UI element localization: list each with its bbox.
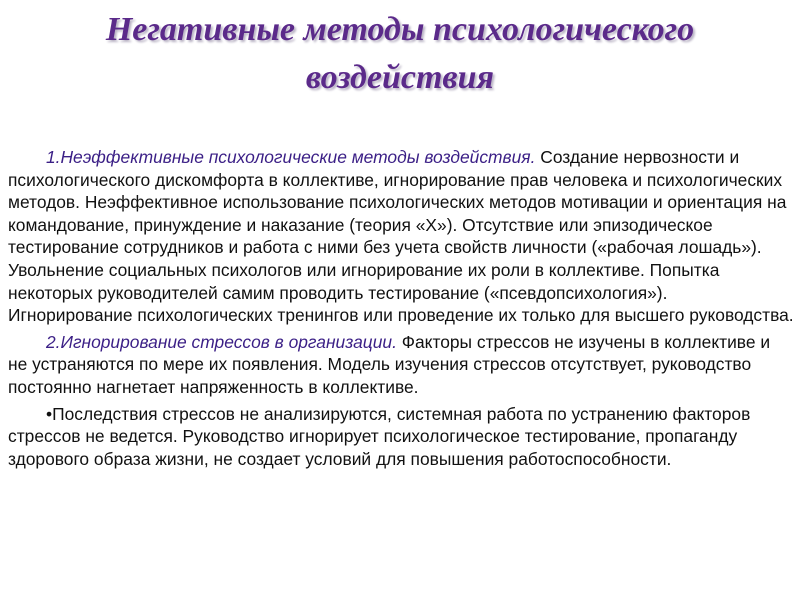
paragraph-2-text: Факторы стрессов не изучены в коллективе и не устраняются по мере их появления. Модель изучения стрессов отсутствует, руководство постоянно нагнетает напряженность в коллективе.	[8, 331, 771, 397]
slide-body	[8, 146, 794, 470]
paragraph-2-heading: 2.Игнорирование стрессов в организации.	[46, 331, 397, 352]
paragraph-1-text: Создание нервозности и психологического дискомфорта в коллективе, игнорирование прав человека и психологических методов. Неэффективное использование психологических методов мотивации и ориентация на командование, принуждение и наказание (теория «X»). Отсутствие или эпизодическое тестирование сотрудников и работа с ними без учета свойств личности («рабочая лошадь»). Увольнение социальных психологов или игнорирование их роли в коллективе. Попытка некоторых руководителей самим проводить тестирование («псевдопсихология»). Игнорирование психологических тренингов или проведение их только для высшего руководства.	[8, 147, 794, 326]
bullet-text: Последствия стрессов не анализируются, системная работа по устранению факторов стрессов не ведется. Руководство игнорирует психологическое тестирование, пропаганду здорового образа жизни, не создает условий для повышения работоспособности.	[8, 403, 751, 469]
slide-title-line2: воздействия	[305, 59, 495, 96]
paragraph-2	[8, 331, 794, 399]
paragraph-1-heading: 1.Неэффективные психологические методы воздействия.	[46, 147, 536, 167]
bullet-marker: •	[46, 403, 53, 424]
bullet-item	[8, 403, 794, 471]
paragraph-1	[8, 146, 794, 327]
slide-title-line1: Негативные методы психологического	[105, 11, 695, 48]
slide-title	[0, 6, 800, 102]
